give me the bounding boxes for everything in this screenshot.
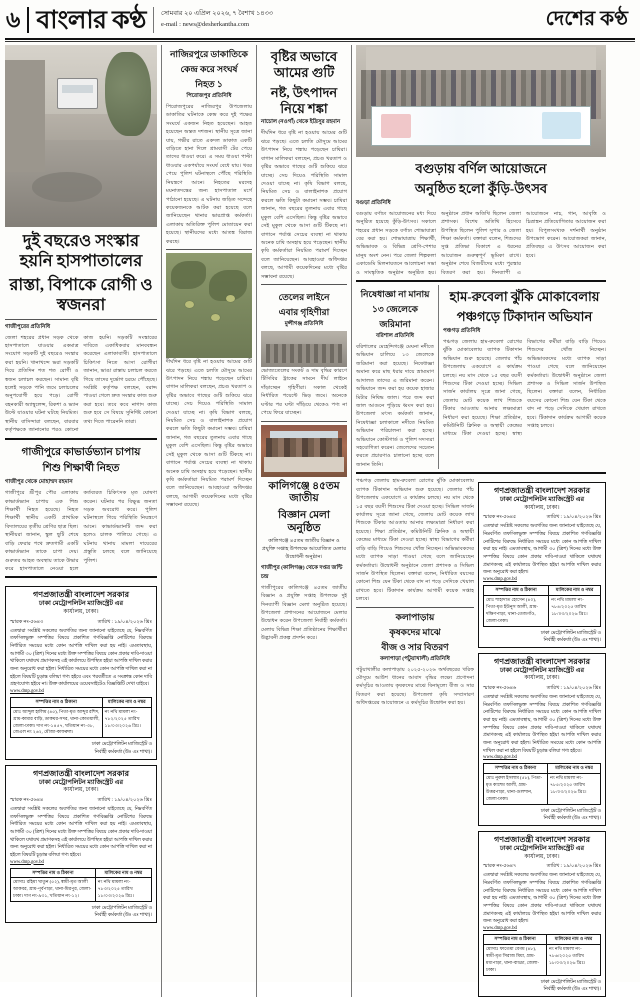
- photo-backdrop-banner: [270, 431, 339, 438]
- notice-cell-owner: নং নথি মামলা নং- ৭৮৪/২০২৫ তারিখ ১৮/০৩/২০২৬ খ্রিঃ।: [549, 596, 601, 627]
- notice-body: এতদ্বারা সংশ্লিষ্ট সকলের অবগতির জন্য জানানো যাইতেছে যে, নিম্নবর্ণিত তফসিলভুক্ত সম্পত্তির বিষয়ে প্রকাশিত গণবিজ্ঞপ্তি নোটিশের বিরুদ্ধে নির্ধারিত সময়ের মধ্যে কোন আপত্তি দাখিল করা হয় নাই। এমতাবস্থায়, আগামী ৩০ (ত্রিশ) দিনের মধ্যে উক্ত সম্পত্তির বিষয়ে কোন প্রকার দাবি-দাওয়া থাকিলে যথাযথ প্রমাণকসহ এই কার্যালয়ে উপস্থিত হইয়া আপত্তি দাখিল করার জন্য অনুরোধ করা হইল।: [483, 873, 601, 925]
- najirpur-headline-line2: কেন্দ্র করে সংঘর্ষ: [180, 63, 238, 74]
- notice-org: ঢাকা মেট্রোপলিটন ম্যাজিস্ট্রেট এর: [39, 778, 123, 786]
- gazipur-child-body: গাজীপুরে শ্রীপুর পৌর এলাকায় কাভার্ডভ্যান চাপায় এক শিশু শিক্ষার্থী নিহত হয়েছে। নিহত শিক্ষার্থী স্থানীয় একটি প্রাথমিক বিদ্যালয়ের তৃতীয় শ্রেণির ছাত্র ছিল। স্থানীয়রা জানান, স্কুল ছুটি শেষে বাড়ি ফেরার পথে দ্রুতগামী একটি কাভার্ডভ্যান তাকে চাপা দেয়। গুরুতর আহত অবস্থায় তাকে উদ্ধার করে হাসপাতালে নেওয়া হলে কর্তব্যরত চিকিৎসক মৃত ঘোষণা করেন। ঘটনার পর বিক্ষুব্ধ জনতা সড়ক অবরোধ করে। পুলিশ ঘটনাস্থলে গিয়ে পরিস্থিতি নিয়ন্ত্রণে আনে। কাভার্ডভ্যানটি জব্দ করা হলেও চালক পালিয়ে গেছে। এ ঘটনায় থানায় মামলা দায়েরের প্রস্তুতি চলছে বলে জানিয়েছে পুলিশ।: [5, 490, 157, 572]
- notice-col-property: সম্পত্তির নাম ও ঠিকানা: [11, 868, 96, 878]
- page-number: ৬: [6, 7, 21, 32]
- notice-gov-title: গণপ্রজাতন্ত্রী বাংলাদেশ সরকার: [32, 768, 130, 778]
- article-science-fair[interactable]: [261, 425, 347, 643]
- hospital-road-body: জেলা শহরের প্রধান সড়ক থেকে হাসপাতালে যাওয়ার একমাত্র সংযোগ সড়কটি দুই বছরেও সংস্কার করা হয়নি। খানাখন্দে ভরা সড়কটি দিয়ে প্রতিদিন শত শত রোগী ও স্বজন চলাচল করছেন। সামান্য বৃষ্টি হলেই সড়কে পানি জমে চলাচলের অনুপযোগী হয়ে পড়ে। রোগী বহনকারী অ্যাম্বুলেন্স, রিকশা ও ভ্যান উল্টে যাওয়ার ঘটনা ঘটছে নিয়মিত। স্থানীয় বাসিন্দারা বলছেন, বারবার কর্তৃপক্ষকে জানানোর পরও কোনো কাজ হয়নি। সড়কটি সংস্কারের দাবিতে একাধিকবার মানববন্ধন করেছেন এলাকাবাসী। হাসপাতালে চিকিৎসা নিতে আসা রোগীরা জানান, ভাঙা রাস্তায় চলাচল করতে গিয়ে তাদের দুর্ভোগ চরমে পৌঁছেছে। সংশ্লিষ্ট কর্তৃপক্ষ বলছেন, বরাদ্দ পাওয়া গেলে দ্রুত সংস্কার কাজ শুরু করা হবে। তবে কবে নাগাদ কাজ শুরু হবে সে বিষয়ে সুনির্দিষ্ট কোনো তথ্য দিতে পারেননি তারা।: [5, 334, 157, 434]
- contact-email: e-mail : news@desherkantha.com: [160, 21, 250, 28]
- notice-sign-line2: নির্বাহী কর্মকর্তা (উঃ এঃ শাখা)।: [543, 816, 601, 822]
- notice-body: এতদ্বারা সংশ্লিষ্ট সকলের অবগতির জন্য জানানো যাইতেছে যে, নিম্নবর্ণিত তফসিলভুক্ত সম্পত্তির বিষয়ে প্রকাশিত গণবিজ্ঞপ্তি নোটিশের বিরুদ্ধে নির্ধারিত সময়ের মধ্যে কোন আপত্তি দাখিল করা হয় নাই। এমতাবস্থায়, আগামী ৩০ (ত্রিশ) দিনের মধ্যে উক্ত সম্পত্তির বিষয়ে কোন প্রকার দাবি-দাওয়া থাকিলে যথাযথ প্রমাণকসহ এই কার্যালয়ে উপস্থিত হইয়া আপত্তি দাখিল করার জন্য অনুরোধ করা হইল।: [483, 524, 601, 576]
- notice-date: তারিখ : ১৯/০৪/২০২৬ খ্রিঃ: [97, 619, 152, 625]
- notice-org: ঢাকা মেট্রোপলিটন ম্যাজিস্ট্রেট এর: [500, 845, 584, 853]
- photo-wall: [5, 60, 45, 173]
- page-grid: [0, 45, 640, 997]
- notice-table-row: [484, 774, 601, 805]
- fishermen-fine-byline: বরিশাল প্রতিনিধি: [376, 333, 414, 339]
- notice-col-owner: মালিকের নাম ও নম্বর: [102, 697, 151, 707]
- seed-headline-line1: কলাপাড়ায়: [395, 611, 435, 622]
- right-bottom-row: [356, 477, 606, 997]
- science-fair-caption: কালিগঞ্জে ৪৫তম জাতীয় বিজ্ঞান ও প্রযুক্তি সপ্তাহ উপলক্ষে আয়োজিত মেলার উদ্বোধনী অনুষ্ঠান।: [261, 537, 347, 560]
- fishermen-fine-headline-line2: ১৩ জেলেকে: [372, 304, 418, 315]
- mango-headline-line2: নষ্ট, উৎপাদন নিয়ে শঙ্কা: [270, 84, 338, 116]
- mango-body-col2: দীর্ঘদিন ধরে বৃষ্টি না হওয়ায় আমের গুটি ঝরে পড়ছে। এতে চলতি মৌসুমে আমের উৎপাদন নিয়ে শঙ্কায় পড়েছেন চাষিরা। বাগান মালিকরা বলছেন, প্রচণ্ড খরতাপ ও বৃষ্টির অভাবে গাছের গুটি শুকিয়ে ঝরে যাচ্ছে। সেচ দিয়েও পরিস্থিতি সামাল দেওয়া যাচ্ছে না। কৃষি বিভাগ বলছে, নিয়মিত সেচ ও বালাইনাশক প্রয়োগ করলে ক্ষতি কিছুটা কমানো সম্ভব। চাষিরা জানান, গত বছরের তুলনায় এবার গাছে মুকুল বেশি এসেছিল। কিন্তু বৃষ্টির অভাবে সেই মুকুল থেকে আসা গুটি টিকছে না। বাগানে পর্যাপ্ত সেচের ব্যবস্থা না থাকায় অনেক চাষি অসহায় হয়ে পড়েছেন। স্থানীয় কৃষি কর্মকর্তারা নিয়মিত পরামর্শ দিচ্ছেন বলে জানিয়েছেন। আবহাওয়া অধিদপ্তর বলছে, আগামী কয়েকদিনের মধ্যে বৃষ্টির সম্ভাবনা রয়েছে।: [261, 130, 347, 280]
- photo-leaf: [171, 261, 205, 288]
- notice-office: কার্যালয়, ঢাকা।: [63, 787, 99, 794]
- notice-col-property: সম্পত্তির নাম ও ঠিকানা: [484, 935, 547, 945]
- najirpur-headline-line3: নিহত ১: [195, 78, 223, 89]
- notice-link[interactable]: www.dmp.gov.bd: [10, 859, 44, 865]
- tender-notice[interactable]: [5, 765, 157, 924]
- rule: [5, 438, 157, 440]
- photo-queue-line: [266, 344, 342, 363]
- masthead-rule-thick: [5, 38, 635, 40]
- notice-memo-number: স্মারক নং-৫৬৪৬: [483, 686, 517, 692]
- notice-sign-line2: নির্বাহী কর্মকর্তা (উঃ এঃ শাখা)।: [543, 637, 601, 643]
- notice-body: এতদ্বারা সংশ্লিষ্ট সকলের অবগতির জন্য জানানো যাইতেছে যে, নিম্নবর্ণিত তফসিলভুক্ত সম্পত্তির বিষয়ে প্রকাশিত গণবিজ্ঞপ্তি নোটিশের বিরুদ্ধে নির্ধারিত সময়ের মধ্যে কোন আপত্তি দাখিল করা হয় নাই। এমতাবস্থায়, আগামী ৩০ (ত্রিশ) দিনের মধ্যে উক্ত সম্পত্তির বিষয়ে কোন প্রকার দাবি-দাওয়া থাকিলে যথাযথ প্রমাণকসহ এই কার্যালয়ে উপস্থিত হইয়া আপত্তি দাখিল করার জন্য অনুরোধ করা হইল। নির্ধারিত সময়ের মধ্যে কোন আপত্তি দাখিল করা না হইলে বিষয়টি চূড়ান্ত বলিয়া গণ্য হইবে এবং পরবর্তীতে এ সংক্রান্ত কোন দাবি গ্রহণযোগ্য হইবে না। উক্ত কার্যালয়ের ওয়েবসাইটেও বিজ্ঞপ্তিটি দেখা যাইবে।: [10, 628, 152, 688]
- notice-sign-line2: নির্বাহী কর্মকর্তা (উঃ এঃ শাখা)।: [543, 986, 601, 992]
- notice-date: তারিখ : ১৯/০৪/২০২৬ খ্রিঃ: [546, 864, 601, 870]
- notice-col-owner: মালিকের নাম ও নম্বর: [549, 586, 601, 596]
- notice-table: [483, 585, 601, 626]
- notice-office: কার্যালয়, ঢাকা।: [524, 504, 560, 511]
- notice-memo-number: স্মারক নং-৫৬৪৩: [10, 619, 44, 625]
- notice-memo-row: [483, 514, 601, 522]
- notice-office: কার্যালয়, ঢাকা।: [63, 608, 99, 615]
- oil-queue-headline-line2: এবার গৃহিণীরা: [278, 307, 330, 317]
- vaccination-byline: পঞ্চগড় প্রতিনিধি: [443, 327, 481, 334]
- notice-table-row: [484, 596, 601, 627]
- notice-gov-title: গণপ্রজাতন্ত্রী বাংলাদেশ সরকার: [32, 590, 130, 600]
- bogura-festival-headline-line2: অনুষ্ঠিত হলো কুঁড়ি-উৎসব: [414, 180, 548, 196]
- article-fishermen-fine[interactable]: [356, 285, 434, 469]
- notice-cell-owner: নং নথি মামলা নং- ৭৮৫/২০২৫ তারিখ ১৮/০৩/২০২৬ খ্রিঃ।: [548, 774, 601, 805]
- notice-cell-property: মোঃ শাহাদাত হোসেন (৪০), পিতা-মৃত ইউনুস আলী, গ্রাম-দক্ষিণপাড়া, থানা-তেজগাঁও, জেলা-ঢাকা।: [484, 596, 549, 627]
- notice-gov-title: গণপ্রজাতন্ত্রী বাংলাদেশ সরকার: [493, 835, 591, 845]
- seed-byline: কলাপাড়া (পটুয়াখালী) প্রতিনিধি: [380, 655, 450, 662]
- hospital-road-byline: গাজীপুরের প্রতিনিধি: [5, 323, 51, 330]
- najirpur-body: পিরোজপুরের নাজিরপুর উপজেলায় ডাকাতির ঘটনাকে কেন্দ্র করে দুই পক্ষের সংঘর্ষে একজন নিহত হয়েছেন। আহত হয়েছেন অন্তত দশজন। স্থানীয় সূত্রে জানা যায়, গভীর রাতে একদল ডাকাত একটি বাড়িতে হানা দিলে গ্রামবাসী টের পেয়ে তাদের ধাওয়া করে। এ সময় ধাওয়া পাল্টা ধাওয়ার একপর্যায়ে সংঘর্ষ বেধে যায়। খবর পেয়ে পুলিশ ঘটনাস্থলে পৌঁছে পরিস্থিতি নিয়ন্ত্রণে আনে। নিহতের মরদেহ ময়নাতদন্তের জন্য হাসপাতাল মর্গে পাঠানো হয়েছে। এ ঘটনায় জড়িত সন্দেহে কয়েকজনকে আটক করা হয়েছে বলে জানিয়েছেন থানার ভারপ্রাপ্ত কর্মকর্তা। এলাকায় অতিরিক্ত পুলিশ মোতায়েন করা হয়েছে। স্থানীয়দের মধ্যে আতঙ্ক বিরাজ করছে।: [166, 103, 252, 245]
- notice-cell-property: মোসাঃ রহিমা খাতুন (৫২), স্বামী-মৃত আলী আকবর, গ্রাম-পূর্বপাড়া, থানা-মিরপুর, জেলা-ঢাকা। দাগ নং-৯৩১, খতিয়ান নং-১২।: [11, 878, 96, 902]
- fishermen-fine-body: বরিশালের মেহেন্দিগঞ্জে মেঘনা নদীতে অভিযান চালিয়ে ১৩ জেলেকে জরিমানা করা হয়েছে। নিষেধাজ্ঞা অমান্য করে মাছ ধরার দায়ে ভ্রাম্যমাণ আদালত তাদের এ জরিমানা করেন। অভিযানে জব্দ করা হয় কয়েক হাজার মিটার নিষিদ্ধ জাল। পরে জব্দ করা জাল আগুনে পুড়িয়ে ধ্বংস করা হয়। উপজেলা মৎস্য কর্মকর্তা জানান, নিষেধাজ্ঞা চলাকালে নদীতে নিয়মিত অভিযান পরিচালনা করা হচ্ছে। অভিযানে কোস্টগার্ড ও পুলিশ সদস্যরা সহযোগিতা করেন। জেলেদের সচেতন করতে প্রচারণাও চালানো হচ্ছে বলে জানান তিনি।: [356, 344, 434, 468]
- column-rule: [161, 45, 162, 997]
- paper-name: বাংলার কণ্ঠ: [36, 6, 146, 34]
- vaccination-body: পঞ্চগড় জেলায় হাম-রুবেলা রোগের ঝুঁকি মোকাবেলায় ব্যাপক টিকাদান অভিযান শুরু হয়েছে। জেলার পাঁচ উপজেলায় একযোগে এ কার্যক্রম চলছে। নয় মাস থেকে ১৫ বছর বয়সী শিশুদের টিকা দেওয়া হচ্ছে। সিভিল সার্জন কার্যালয় সূত্রে জানা গেছে, জেলায় মোট কয়েক লাখ শিশুকে টিকার আওতায় আনার লক্ষ্যমাত্রা নির্ধারণ করা হয়েছে। শিক্ষা প্রতিষ্ঠান, কমিউনিটি ক্লিনিক ও অস্থায়ী কেন্দ্রের মাধ্যমে টিকা দেওয়া হচ্ছে। স্বাস্থ্য বিভাগের কর্মীরা বাড়ি বাড়ি গিয়েও শিশুদের খোঁজ নিচ্ছেন। অভিভাবকদের মধ্যে ব্যাপক সাড়া পাওয়া গেছে বলে জানিয়েছেন কর্মকর্তারা। উদ্বোধনী অনুষ্ঠানে জেলা প্রশাসক ও সিভিল সার্জন উপস্থিত ছিলেন। বক্তারা বলেন, নির্ধারিত বয়সের কোনো শিশু যেন টিকা থেকে বাদ না পড়ে সেদিকে খেয়াল রাখতে হবে। টিকাদান কার্যক্রম আগামী কয়েক সপ্তাহ চলবে।: [443, 338, 606, 438]
- article-seed-distribution[interactable]: [356, 612, 474, 708]
- notice-office: কার্যালয়, ঢাকা।: [524, 853, 560, 860]
- notice-cell-property: মোসাঃ ফাতেমা বেগম (৪৮), স্বামী-মৃত সিরাজ মিয়া, গ্রাম-মধ্যপাড়া, থানা-বাড্ডা, জেলা-ঢাকা।: [484, 945, 547, 976]
- hospital-road-headline-line1: দুই বছরেও সংস্কার হয়নি হাসপাতালের: [19, 231, 143, 271]
- notice-sign-line1: ঢাকা মেট্রোপলিটন ম্যাজিস্ট্রেট ও: [540, 808, 601, 814]
- najirpur-byline: পিরোজপুর প্রতিনিধি: [186, 92, 232, 99]
- science-fair-headline-line2: বিজ্ঞান মেলা অনুষ্ঠিত: [278, 510, 330, 534]
- hospital-road-headline-line2: রাস্তা, বিপাকে রোগী ও স্বজনরা: [9, 275, 153, 315]
- notice-date: তারিখ : ১৯/০৪/২০২৬ খ্রিঃ: [97, 797, 152, 803]
- seed-body: পটুয়াখালীর কলাপাড়ায় ২০২৫-২০২৬ অর্থবছরের খরিফ মৌসুমে আউশ ধানের আবাদ বৃদ্ধির লক্ষ্যে প্রণোদনা কর্মসূচির আওতায় কৃষকদের মাঝে বিনামূল্যে বীজ ও সার বিতরণ করা হয়েছে। উপজেলা কৃষি সম্প্রসারণ অধিদপ্তরের আয়োজনে এ কর্মসূচির উদ্বোধন করা হয়।: [356, 666, 474, 707]
- notice-body: এতদ্বারা সংশ্লিষ্ট সকলের অবগতির জন্য জানানো যাইতেছে যে, নিম্নবর্ণিত তফসিলভুক্ত সম্পত্তির বিষয়ে প্রকাশিত গণবিজ্ঞপ্তি নোটিশের বিরুদ্ধে নির্ধারিত সময়ের মধ্যে কোন আপত্তি দাখিল করা হয় নাই। এমতাবস্থায়, আগামী ৩০ (ত্রিশ) দিনের মধ্যে উক্ত সম্পত্তির বিষয়ে কোন প্রকার দাবি-দাওয়া থাকিলে যথাযথ প্রমাণকসহ এই কার্যালয়ে উপস্থিত হইয়া আপত্তি দাখিল করার জন্য অনুরোধ করা হইল। নির্ধারিত সময়ের মধ্যে কোন আপত্তি দাখিল করা না হইলে বিষয়টি চূড়ান্ত বলিয়া গণ্য হইবে।: [483, 695, 601, 754]
- notice-link[interactable]: www.dmp.gov.bd: [483, 926, 517, 932]
- science-fair-headline-line1: কালিগঞ্জে ৪৫তম জাতীয়: [268, 480, 340, 505]
- notice-sign-line1: ঢাকা মেট্রোপলিটন ম্যাজিস্ট্রেট ও: [91, 742, 152, 748]
- mango-orchard-photo: [166, 253, 252, 358]
- notice-cell-owner: নং নথি মামলা নং- ৭৮৩/২০২৫ তারিখ ১৮/০৩/২০২৬ খ্রিঃ।: [95, 878, 151, 902]
- notice-gov-title: গণপ্রজাতন্ত্রী বাংলাদেশ সরকার: [493, 656, 591, 666]
- rule: [166, 249, 252, 250]
- notice-sign-line2: নির্বাহী কর্মকর্তা (উঃ এঃ শাখা)।: [94, 913, 152, 919]
- science-fair-body: গাজীপুরের কালিগঞ্জে ৪৫তম জাতীয় বিজ্ঞান ও প্রযুক্তি সপ্তাহ উপলক্ষে দুই দিনব্যাপী বিজ্ঞান মেলা অনুষ্ঠিত হয়েছে। উপজেলা প্রশাসনের আয়োজনে মেলার উদ্বোধন করেন উপজেলা নির্বাহী কর্মকর্তা। মেলায় বিভিন্ন শিক্ষা প্রতিষ্ঠানের শিক্ষার্থীরা উদ্ভাবনী প্রকল্প প্রদর্শন করে।: [261, 584, 347, 642]
- mango-byline: নাচোল (নওগাঁ) থেকে ইদ্রিসুর রহমান: [261, 119, 341, 126]
- notice-signature: [483, 979, 601, 993]
- article-vaccination[interactable]: [443, 285, 606, 469]
- rule: [356, 280, 606, 282]
- masthead-divider-left: [27, 7, 29, 33]
- notice-signature: [483, 630, 601, 644]
- article-bogura-festival[interactable]: [356, 45, 606, 277]
- science-fair-photo: [261, 425, 347, 477]
- notice-cell-owner: নং নথি মামলা নং- ৭৮২/২০২৫ তারিখ ১৮/০৩/২০২৬ খ্রিঃ।: [102, 707, 151, 738]
- bogura-festival-photo: [356, 45, 606, 157]
- publication-date: সোমবার ২০ এপ্রিল ২০২৬, ৭ বৈশাখ ১৪৩৩: [160, 10, 274, 18]
- photo-ambulance: [57, 78, 99, 109]
- rule: [356, 472, 606, 474]
- fishermen-fine-headline-line1: নিষেধাজ্ঞা না মানায়: [360, 289, 430, 300]
- oil-queue-body: ভোজ্যতেলের সংকট ও দাম বৃদ্ধির কারণে টিসিবির ট্রাকের সামনে দীর্ঘ লাইনে দাঁড়াচ্ছেন গৃহিণীরা। সকাল থেকেই নির্ধারিত পয়েন্টে ভিড় জমে। অনেকে ঘণ্টার পর ঘণ্টা দাঁড়িয়ে থেকেও পণ্য না পেয়ে ফিরে যাচ্ছেন।: [261, 367, 347, 417]
- vaccination-body-cont: পঞ্চগড় জেলায় হাম-রুবেলা রোগের ঝুঁকি মোকাবেলায় ব্যাপক টিকাদান অভিযান শুরু হয়েছে। জেলার পাঁচ উপজেলায় একযোগে এ কার্যক্রম চলছে। নয় মাস থেকে ১৫ বছর বয়সী শিশুদের টিকা দেওয়া হচ্ছে। সিভিল সার্জন কার্যালয় সূত্রে জানা গেছে, জেলায় মোট কয়েক লাখ শিশুকে টিকার আওতায় আনার লক্ষ্যমাত্রা নির্ধারণ করা হয়েছে। শিক্ষা প্রতিষ্ঠান, কমিউনিটি ক্লিনিক ও অস্থায়ী কেন্দ্রের মাধ্যমে টিকা দেওয়া হচ্ছে। স্বাস্থ্য বিভাগের কর্মীরা বাড়ি বাড়ি গিয়েও শিশুদের খোঁজ নিচ্ছেন। অভিভাবকদের মধ্যে ব্যাপক সাড়া পাওয়া গেছে বলে জানিয়েছেন কর্মকর্তারা। উদ্বোধনী অনুষ্ঠানে জেলা প্রশাসক ও সিভিল সার্জন উপস্থিত ছিলেন। বক্তারা বলেন, নির্ধারিত বয়সের কোনো শিশু যেন টিকা থেকে বাদ না পড়ে সেদিকে খেয়াল রাখতে হবে। টিকাদান কার্যক্রম আগামী কয়েক সপ্তাহ চলবে।: [356, 478, 474, 603]
- photo-puddle: [32, 172, 102, 201]
- notice-table: [483, 763, 601, 804]
- notice-sign-line1: ঢাকা মেট্রোপলিটন ম্যাজিস্ট্রেট ও: [540, 630, 601, 636]
- notice-memo-row: [10, 619, 152, 627]
- najirpur-headline-line1: নাজিরপুরে ডাকাতিকে: [170, 49, 248, 59]
- photo-table: [264, 457, 343, 473]
- photo-mango-fruit: [211, 314, 220, 321]
- notice-org: ঢাকা মেট্রোপলিটন ম্যাজিস্ট্রেট এর: [500, 666, 584, 674]
- column-rule: [438, 285, 439, 469]
- science-fair-byline: গাজীপুর (কালিগঞ্জ) থেকে দপ্তর জন্টি চন্দ্র: [261, 564, 343, 580]
- notice-cell-property: মোঃ নুরুল ইসলাম (৫৮), পিতা-মৃত কাশেম আলী, গ্রাম-উত্তরপাড়া, থানা-গুলশান, জেলা-ঢাকা।: [484, 774, 548, 805]
- rule: [261, 421, 347, 422]
- bogura-festival-headline-line1: বগুড়ায় বর্ণিল আয়োজনে: [415, 161, 547, 176]
- rule: [356, 607, 474, 608]
- column-rule: [351, 45, 352, 997]
- notice-office: কার্যালয়, ঢাকা।: [524, 675, 560, 682]
- notice-gov-title: গণপ্রজাতন্ত্রী বাংলাদেশ সরকার: [493, 486, 591, 496]
- masthead-divider-right: [153, 7, 154, 33]
- rule: [5, 576, 157, 578]
- notice-org: ঢাকা মেট্রোপলিটন ম্যাজিস্ট্রেট এর: [500, 496, 584, 504]
- tender-notice[interactable]: [478, 831, 606, 997]
- fishermen-fine-headline-line3: জরিমানা: [379, 319, 411, 330]
- bogura-festival-byline: বগুড়া প্রতিনিধি: [356, 199, 391, 206]
- notice-col-owner: মালিকের নাম ও নম্বর: [548, 764, 601, 774]
- notice-cell-property: মোঃ আব্দুল হালিম (৪৫), পিতা-মৃত আব্দুর রশিদ, গ্রাম-কামার বাড়ি, ডাকঘর-সদর, থানা-কোতয়ালী, জেলা-ঢাকা। দাগ নং-১৪৫৭, খতিয়ান নং-৩৮, জেএল নং ২৬২, মৌজা-কাফরুল।: [11, 707, 103, 738]
- notice-memo-row: [10, 797, 152, 805]
- column-middle-a: [166, 45, 252, 997]
- oil-queue-photo: [261, 331, 347, 367]
- notice-memo-number: স্মারক নং-৫৬৪৭: [483, 864, 517, 870]
- tender-notice[interactable]: [478, 482, 606, 648]
- article-hospital-road[interactable]: [5, 45, 157, 435]
- photo-attendees: [266, 438, 342, 459]
- photo-mango-fruit: [226, 295, 235, 302]
- notice-link[interactable]: www.dmp.gov.bd: [10, 688, 44, 694]
- article-najirpur[interactable]: [166, 45, 252, 246]
- seed-headline-line2: কৃষকদের মাঝে: [389, 626, 441, 637]
- notice-org: ঢাকা মেট্রোপলিটন ম্যাজিস্ট্রেট এর: [39, 600, 123, 608]
- notice-body: এতদ্বারা সংশ্লিষ্ট সকলের অবগতির জন্য জানানো যাইতেছে যে, নিম্নবর্ণিত তফসিলভুক্ত সম্পত্তির বিষয়ে প্রকাশিত গণবিজ্ঞপ্তি নোটিশের বিরুদ্ধে নির্ধারিত সময়ের মধ্যে কোন আপত্তি দাখিল করা হয় নাই। এমতাবস্থায়, আগামী ৩০ (ত্রিশ) দিনের মধ্যে উক্ত সম্পত্তির বিষয়ে কোন প্রকার দাবি-দাওয়া থাকিলে যথাযথ প্রমাণকসহ এই কার্যালয়ে উপস্থিত হইয়া আপত্তি দাখিল করার জন্য অনুরোধ করা হইল। নির্ধারিত সময়ের মধ্যে কোন আপত্তি দাখিল করা না হইলে বিষয়টি চূড়ান্ত বলিয়া গণ্য হইবে।: [10, 806, 152, 858]
- notice-memo-row: [483, 685, 601, 693]
- mango-headline-line1: বৃষ্টির অভাবে আমের গুটি: [270, 49, 338, 80]
- right-bottom-notices: [478, 477, 606, 997]
- notice-date: তারিখ : ১৯/০৪/২০২৬ খ্রিঃ: [546, 515, 601, 521]
- notice-col-property: সম্পত্তির নাম ও ঠিকানা: [484, 764, 548, 774]
- column-left: [5, 45, 157, 997]
- masthead: [0, 0, 640, 36]
- notice-table: [483, 934, 601, 975]
- notice-table-header-row: [11, 697, 152, 707]
- notice-link[interactable]: www.dmp.gov.bd: [483, 577, 517, 583]
- mango-body-col1: দীর্ঘদিন ধরে বৃষ্টি না হওয়ায় আমের গুটি ঝরে পড়ছে। এতে চলতি মৌসুমে আমের উৎপাদন নিয়ে শঙ্কায় পড়েছেন চাষিরা। বাগান মালিকরা বলছেন, প্রচণ্ড খরতাপ ও বৃষ্টির অভাবে গাছের গুটি শুকিয়ে ঝরে যাচ্ছে। সেচ দিয়েও পরিস্থিতি সামাল দেওয়া যাচ্ছে না। কৃষি বিভাগ বলছে, নিয়মিত সেচ ও বালাইনাশক প্রয়োগ করলে ক্ষতি কিছুটা কমানো সম্ভব। চাষিরা জানান, গত বছরের তুলনায় এবার গাছে মুকুল বেশি এসেছিল। কিন্তু বৃষ্টির অভাবে সেই মুকুল থেকে আসা গুটি টিকছে না। বাগানে পর্যাপ্ত সেচের ব্যবস্থা না থাকায় অনেক চাষি অসহায় হয়ে পড়েছেন। স্থানীয় কৃষি কর্মকর্তারা নিয়মিত পরামর্শ দিচ্ছেন বলে জানিয়েছেন। আবহাওয়া অধিদপ্তর বলছে, আগামী কয়েকদিনের মধ্যে বৃষ্টির সম্ভাবনা রয়েছে।: [166, 359, 252, 509]
- gazipur-child-headline-line1: গাজীপুরে কাভার্ডভ্যান চাপায়: [21, 446, 141, 458]
- seed-headline-line3: বীজ ও সার বিতরণ: [381, 641, 449, 652]
- oil-queue-byline: মুন্সীগঞ্জ প্রতিনিধি: [284, 320, 324, 327]
- notice-table-header-row: [11, 868, 152, 878]
- photo-tree: [105, 52, 151, 136]
- notice-link[interactable]: www.dmp.gov.bd: [483, 755, 517, 761]
- photo-mango-fruit: [185, 301, 194, 308]
- article-oil-queue[interactable]: [261, 288, 347, 417]
- notice-signature: [483, 808, 601, 822]
- notice-date: তারিখ : ১৯/০৪/২০২৬ খ্রিঃ: [546, 686, 601, 692]
- notice-table-row: [11, 707, 152, 738]
- photo-event-banner: [371, 106, 591, 146]
- rule: [261, 284, 347, 285]
- article-mango-head[interactable]: [261, 45, 347, 281]
- column-middle-b: [261, 45, 347, 997]
- article-gazipur-child[interactable]: [5, 443, 157, 574]
- right-bottom-left: [356, 477, 474, 997]
- notice-table-row: [11, 878, 152, 902]
- masthead-rule-thin: [5, 41, 635, 42]
- right-split-row: [356, 285, 606, 469]
- notice-col-property: সম্পত্তির নাম ও ঠিকানা: [11, 697, 103, 707]
- notice-table: [10, 868, 152, 903]
- hospital-road-photo: [5, 45, 157, 227]
- notice-table-header-row: [484, 586, 601, 596]
- tender-notice[interactable]: [5, 586, 157, 759]
- vaccination-headline-line2: পঞ্চগড়ে টিকাদান অভিযান: [456, 308, 593, 324]
- notice-col-owner: মালিকের নাম ও নম্বর: [95, 868, 151, 878]
- notice-table: [10, 697, 152, 738]
- bogura-festival-body: বগুড়ায় বর্ণাঢ্য আয়োজনের মধ্য দিয়ে অনুষ্ঠিত হয়েছে কুঁড়ি-উৎসব। সকালে শহরের প্রধান সড়কে বর্ণাঢ্য শোভাযাত্রা বের করা হয়। শোভাযাত্রায় শিক্ষার্থী, অভিভাবক ও বিভিন্ন শ্রেণি-পেশার মানুষ অংশ নেন। পরে জেলা শিল্পকলা একাডেমি মিলনায়তনে আলোচনা সভা ও সাংস্কৃতিক অনুষ্ঠান অনুষ্ঠিত হয়। অনুষ্ঠানে প্রধান অতিথি ছিলেন জেলা প্রশাসক। বিশেষ অতিথি হিসেবে উপস্থিত ছিলেন পুলিশ সুপার ও জেলা শিক্ষা কর্মকর্তা। বক্তারা বলেন, শিশুদের সুপ্ত প্রতিভা বিকাশে এ ধরনের আয়োজন গুরুত্বপূর্ণ ভূমিকা রাখে। অনুষ্ঠান শেষে বিজয়ীদের মধ্যে পুরস্কার বিতরণ করা হয়। দিনব্যাপী এ আয়োজনে নাচ, গান, আবৃত্তি ও চিত্রাঙ্কন প্রতিযোগিতার আয়োজন করা হয়। বিপুলসংখ্যক দর্শনার্থী অনুষ্ঠান উপভোগ করেন। আয়োজকরা জানান, প্রতিবছর এ উৎসব আয়োজন করা হবে।: [356, 210, 606, 276]
- notice-table-header-row: [484, 764, 601, 774]
- notice-table-row: [484, 945, 601, 976]
- vaccination-headline-line1: হাম-রুবেলা ঝুঁকি মোকাবেলায়: [449, 289, 600, 305]
- notice-memo-number: স্মারক নং-৫৬৪৪: [10, 797, 44, 803]
- tender-notice[interactable]: [478, 653, 606, 826]
- article-mango-part-left[interactable]: [166, 253, 252, 510]
- column-rule: [256, 45, 257, 997]
- notice-signature: [10, 905, 152, 919]
- rule: [5, 319, 157, 320]
- notice-sign-line2: নির্বাহী কর্মকর্তা (উঃ এঃ শাখা)।: [94, 749, 152, 755]
- masthead-meta: [161, 9, 273, 30]
- notice-signature: [10, 741, 152, 755]
- notice-col-owner: মালিকের নাম ও নম্বর: [547, 935, 601, 945]
- gazipur-child-byline: গাজীপুর থেকে মোহাম্মদ রহমান: [5, 479, 73, 486]
- gazipur-child-headline-line2: শিশু শিক্ষার্থী নিহত: [42, 463, 120, 475]
- notice-sign-line1: ঢাকা মেট্রোপলিটন ম্যাজিস্ট্রেট ও: [91, 906, 152, 912]
- column-right: [356, 45, 606, 997]
- notice-memo-number: স্মারক নং-৫৬৪৫: [483, 515, 517, 521]
- notice-cell-owner: নং নথি মামলা নং- ৭৮৬/২০২৫ তারিখ ১৮/০৩/২০২৬ খ্রিঃ।: [547, 945, 601, 976]
- notice-memo-row: [483, 863, 601, 871]
- notice-sign-line1: ঢাকা মেট্রোপলিটন ম্যাজিস্ট্রেট ও: [540, 979, 601, 985]
- notice-col-property: সম্পত্তির নাম ও ঠিকানা: [484, 586, 549, 596]
- publisher-logo: দেশের কণ্ঠ: [545, 7, 628, 30]
- oil-queue-headline-line1: তেলের লাইনে: [278, 292, 330, 303]
- notice-table-header-row: [484, 935, 601, 945]
